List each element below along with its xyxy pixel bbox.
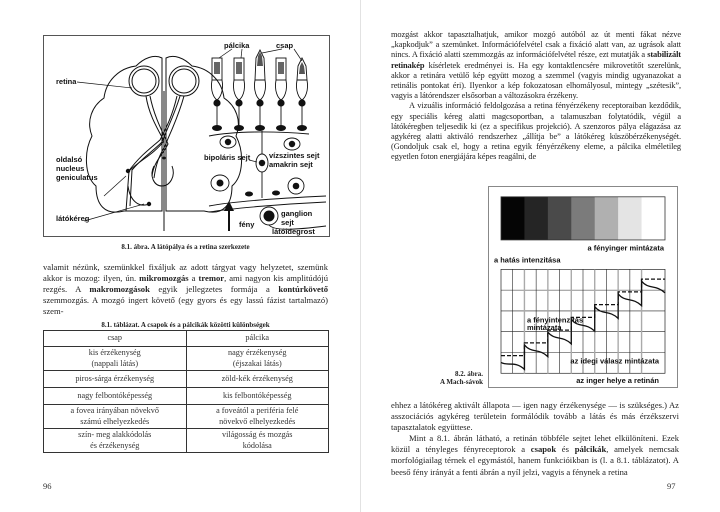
- table-cell-line: számú elhelyezkedés: [80, 416, 150, 426]
- figure-8-2-caption: [391, 370, 483, 386]
- right-paragraph-1: mozgást akkor tapasztalhatjuk, amikor mozgó autóból az út menti fákat nézve „kapkodjuk” a szemünket. Információfelvétel csak a fixáció alatt van, az ugrások alatt nincs. A fixáció alatti szemmozgás az információfelvétel része, ezt mutatják a stabilizált retinakép kísérletek eredményei is. Ha egy kontaktlencsére mikrovetítőt szerelünk, akkor a retinára vetülő kép együtt mozog a szemmel (vagyis mindig ugyanazokat a retinális pontokat éri). Ilyenkor a kép fokozatosan elhomályosul, mintegy „szétesik”, vagyis a látórendszer elsősorban a változásokra érzékeny.: [391, 30, 681, 101]
- right-eye: [169, 66, 199, 96]
- gray-step-4: [571, 197, 595, 240]
- table-cell-cone: [44, 429, 187, 453]
- label-light: fény: [239, 220, 255, 229]
- table-cell-rod: [186, 388, 329, 405]
- bold-term: tremor: [198, 273, 225, 284]
- gray-step-3: [548, 197, 572, 240]
- table-header-rod: pálcika: [186, 331, 329, 347]
- bold-term: kontúrkövető: [278, 284, 328, 295]
- label-cone: csap: [276, 41, 294, 50]
- grayscale-strip: [501, 197, 665, 240]
- table-cell-line: zöld-kék érzékenység: [221, 373, 293, 383]
- table-cell-line: kis érzékenység: [88, 348, 141, 357]
- label-intensity-pattern-1: a fényintenzitás: [527, 315, 584, 325]
- label-lgn-3: geniculatus: [56, 173, 98, 182]
- table-cell-cone: [44, 388, 187, 405]
- table-cell-line: kis felbontóképesség: [223, 390, 292, 400]
- bold-term: mikromozgás: [139, 273, 189, 284]
- table-row: [44, 405, 329, 429]
- page-number-right: 97: [667, 481, 676, 491]
- bold-term: makromozgások: [89, 284, 150, 295]
- table-row: [44, 371, 329, 388]
- label-lgn-2: nucleus: [56, 164, 85, 173]
- gray-step-7: [642, 197, 666, 240]
- brain-left-hemisphere: [86, 56, 162, 212]
- label-optic-fiber: látóidegrost: [272, 227, 315, 236]
- label-lgn-1: oldalsó: [56, 155, 83, 164]
- table-header-row: [44, 331, 329, 347]
- figure-8-2-caption-number: 8.2. ábra.: [455, 370, 483, 378]
- table-header-cone: csap: [44, 331, 187, 347]
- figure-8-1-frame: [43, 35, 330, 237]
- bold-term: csapok: [530, 444, 557, 455]
- label-ganglion-2: sejt: [281, 218, 294, 227]
- right-eye-inner: [172, 69, 196, 93]
- table-cell-line: piros-sárga érzékenység: [75, 373, 155, 383]
- table-cell-line: (nappali látás): [91, 358, 139, 368]
- right-paragraph-2: A vizuális információ feldolgozása a retina fényérzékeny receptoraiban kezdődik, egy speciális kéreg alatti magcsoportban, a talamuszban folytatódik, végül a látókéregben teljesedik ki (ez a specifikus projekció). A szenzoros pálya elágazása az agykéreg alatti aktiváló rendszerhez „állítja be” a látókéreg küszöbérzékenységét. (Gondoljuk csak el, hogy a retina egyik fényérzékeny eleme, a pálcika elméletileg egyetlen foton energiájára képes reagálni, de: [391, 101, 681, 162]
- page-number-left: 96: [43, 481, 52, 491]
- lgn-marker: [126, 169, 130, 173]
- table-cell-line: a fovea irányában növekvő: [70, 406, 159, 415]
- right-text-bottom: [391, 400, 679, 478]
- table-8-1-caption: 8.1. táblázat. A csapok és a pálcikák közötti különbségek: [101, 321, 270, 329]
- table-cell-rod: [186, 347, 329, 371]
- bold-term: stabilizált retinakép: [391, 50, 681, 70]
- right-paragraph-4: Mint a 8.1. ábrán látható, a retinán többféle sejtet lehet elkülöníteni. Ezek közül a tényleges fényreceptorok a csapok és pálcikák, amelyek nemcsak morfológiailag térnek el egymástól, hanem funkcióikban is (l. a 8.1. táblázatot). A beeső fény irányát a fenti ábrán a nyíl jelzi, vagyis a fénynek a retina: [391, 433, 679, 477]
- label-retina: retina: [56, 77, 77, 86]
- light-arrow-icon: [224, 201, 234, 231]
- label-effect-intensity: a hatás intenzitása: [494, 255, 561, 265]
- table-cell-line: nagy felbontóképesség: [77, 390, 153, 400]
- table-cell-cone: [44, 347, 187, 371]
- table-cell-rod: [186, 371, 329, 388]
- label-rod: pálcika: [224, 41, 250, 50]
- table-cell-cone: [44, 371, 187, 388]
- label-stimulus-pattern: a fényinger mintázata: [587, 243, 664, 253]
- table-row: [44, 388, 329, 405]
- gray-step-2: [524, 197, 548, 240]
- right-page: [360, 0, 720, 512]
- table-row: [44, 429, 329, 453]
- comparison-table: [43, 330, 329, 453]
- right-paragraph-3: ehhez a látókéreg aktivált állapota — igen nagy érzékenysége — is szükséges.) Az asszociációs agykéreg területein formálódik tovább a látás és más érzékszervi tapasztalatok együttese.: [391, 400, 679, 433]
- label-horizontal: vízszintes sejt: [269, 151, 320, 160]
- label-stimulus-location: az inger helye a retinán: [576, 376, 659, 386]
- label-cortex: látókéreg: [56, 214, 90, 223]
- left-paragraph-text: valamit nézünk, szemünkkel fixáljuk az adott tárgyat vagy helyzetet, szemünk akkor is mozog: ilyen, ún. mikromozgás a tremor, ami nagyon kis amplitúdójú rezgés. A makromozgások egyik jellegzetes formája a kontúrkövető szemmozgás. A mozgó ingert követő (egy gyors és egy lassú fázist tartalmazó) szem-: [43, 262, 328, 317]
- table-cell-rod: [186, 429, 329, 453]
- visual-pathway-diagram: [44, 36, 329, 236]
- cell-nuclei: [212, 52, 307, 222]
- mach-bands-figure: [489, 187, 677, 387]
- gray-step-1: [501, 197, 525, 240]
- table-cell-rod: [186, 405, 329, 429]
- table-cell-line: a foveától a periféria felé: [216, 406, 299, 415]
- left-eye-inner: [132, 69, 156, 93]
- label-neural-response: az idegi válasz mintázata: [570, 356, 659, 366]
- table-cell-line: növekvő elhelyezkedés: [219, 416, 296, 426]
- figure-8-2-caption-title: A Mach-sávok: [440, 378, 483, 386]
- left-paragraph: [43, 262, 328, 317]
- gray-step-6: [618, 197, 642, 240]
- figure-8-1-caption: 8.1. ábra. A látópálya és a retina szerkezete: [121, 243, 250, 251]
- label-intensity-pattern-2: mintázata: [527, 323, 562, 333]
- bold-term: pálcikák: [574, 444, 607, 455]
- label-ganglion-1: ganglion: [281, 209, 313, 218]
- left-eye: [129, 66, 159, 96]
- label-amacrine: amakrin sejt: [269, 160, 313, 169]
- cortex-marker: [147, 202, 151, 206]
- figure-8-2-frame: [488, 186, 678, 388]
- table-row: [44, 347, 329, 371]
- gray-step-5: [595, 197, 619, 240]
- table-cell-line: világosság és mozgás: [222, 430, 293, 439]
- table-cell-line: (éjszakai látás): [232, 358, 282, 368]
- label-bipolar: bipoláris sejt: [204, 153, 251, 162]
- right-text-top: [391, 30, 681, 163]
- table-cell-line: kódolása: [242, 440, 272, 450]
- brain-right-hemisphere: [166, 56, 242, 212]
- table-cell-line: és érzékenység: [90, 440, 140, 450]
- table-cell-line: szín- meg alakkódolás: [78, 430, 152, 439]
- table-cell-cone: [44, 405, 187, 429]
- table-cell-line: nagy érzékenység: [228, 348, 287, 357]
